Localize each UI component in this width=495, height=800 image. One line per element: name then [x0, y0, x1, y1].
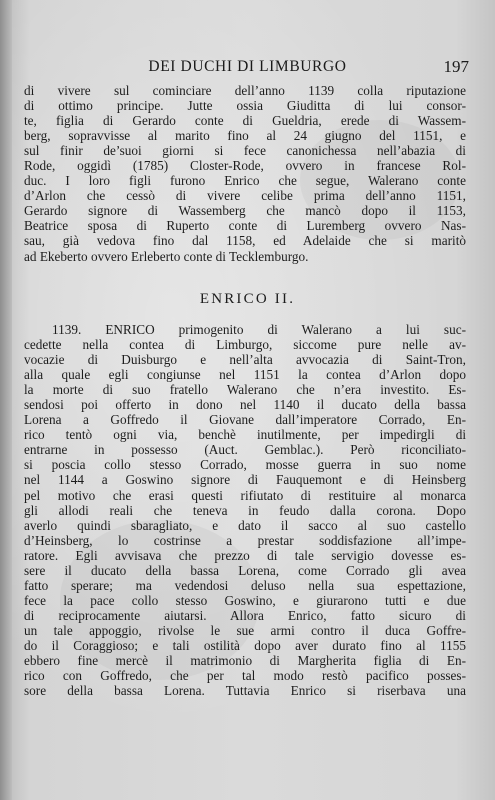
text-line: duc. I loro figli furono Enrico che segue, Walerano conte	[24, 173, 466, 189]
text-line: di reciprocamente aiutarsi. Allora Enrico, fatto sicuro di	[24, 607, 466, 623]
text-line: averlo quindi sbaragliato, e dato il sacco al suo castello	[24, 517, 466, 533]
section-title: ENRICO II.	[199, 291, 296, 307]
text-line: sul finir de’suoi giorni si fece canonichessa nell’abazia di	[24, 143, 466, 159]
text-line: cedette nella contea di Limburgo, siccome pure nelle av-	[24, 337, 466, 353]
text-line: fatto sperare; ma vedendosi deluso nella sua espettazione,	[24, 577, 466, 593]
text-line: Gerardo signore di Wassemberg che mancò dopo il 1153,	[24, 203, 466, 219]
text-line: te, figlia di Gerardo conte di Gueldria, erede di Wassem-	[24, 113, 466, 129]
text-line: ebbero fine mercè il matrimonio di Margherita figlia di En-	[24, 653, 466, 669]
text-line: ad Ekeberto ovvero Erleberto conte di Tecklemburgo.	[24, 248, 309, 264]
text-line: la morte di suo fratello Walerano che n’era investito. Es-	[24, 382, 466, 398]
text-line: do il Coraggioso; e tali ostilità dopo aver durato fino al 1155	[24, 637, 466, 653]
text-line: di ottimo principe. Jutte ossia Giuditta di lui consor-	[24, 98, 466, 114]
text-line: pel motivo che erasi questi rifiutato di restituire al monarca	[24, 487, 466, 503]
text-line: si poscia collo stesso Corrado, mosse guerra in suo nome	[24, 457, 466, 473]
page-gutter-shadow	[0, 0, 12, 800]
text-line: sendosi poi offerto in dono nel 1140 il ducato della bassa	[24, 397, 466, 413]
text-line: gli allodi reali che teneva in feudo dalla corona. Dopo	[24, 502, 466, 518]
text-line: un tale appoggio, rivolse le sue armi contro il duca Goffre-	[24, 622, 466, 638]
page-header	[20, 58, 475, 80]
text-line: di vivere sul cominciare dell’anno 1139 colla riputazione	[24, 83, 466, 98]
text-line: Lorena a Goffredo il Giovane dall’imperatore Corrado, En-	[24, 412, 466, 428]
text-line: entrarne in possesso (Auct. Gemblac.). Però riconciliato-	[24, 442, 466, 458]
text-line: sore della bassa Lorena. Tuttavia Enrico si riserbava una	[24, 683, 466, 699]
page-number: 197	[443, 57, 469, 76]
text-line: sere il ducato della bassa Lorena, come Corrado gli avea	[24, 562, 466, 578]
text-line: 1139. ENRICO primogenito di Walerano a lui suc-	[52, 322, 466, 337]
text-line: rico con Goffredo, che per tal modo restò pacifico posses-	[24, 668, 466, 684]
text-line: berg, sopravvisse al marito fino al 24 giugno del 1151, e	[24, 128, 466, 144]
text-line: alla quale egli congiunse nel 1151 la contea d’Arlon dopo	[24, 367, 466, 383]
text-line: ratore. Egli avvisava che prezzo di tale servigio dovesse es-	[24, 547, 466, 563]
text-line: rico tentò ogni via, benchè inutilmente, per impedirgli di	[24, 427, 466, 443]
running-head: DEI DUCHI DI LIMBURGO	[148, 58, 347, 75]
text-line: d’Heinsberg, lo costrinse a prestar soddisfazione all’impe-	[24, 532, 466, 548]
paragraph-1	[24, 83, 466, 264]
text-line: Beatrice sposa di Ruperto conte di Luremberg ovvero Nas-	[24, 218, 466, 234]
text-line: Rode, oggidì (1785) Closter-Rode, ovvero in francese Rol-	[24, 158, 466, 174]
text-line: sau, già vedova fino dal 1158, ed Adelaide che si maritò	[24, 233, 466, 249]
text-line: nel 1144 a Goswino signore di Fauquemont e di Heinsberg	[24, 472, 466, 488]
text-line: fece la pace collo stesso Goswino, e giurarono tutti e due	[24, 592, 466, 608]
paragraph-2	[24, 322, 466, 698]
text-line: d’Arlon che cessò di vivere celibe prima dell’anno 1151,	[24, 188, 466, 204]
text-line: vocazie di Duisburgo e nell’alta avvocazia di Saint-Tron,	[24, 352, 466, 368]
